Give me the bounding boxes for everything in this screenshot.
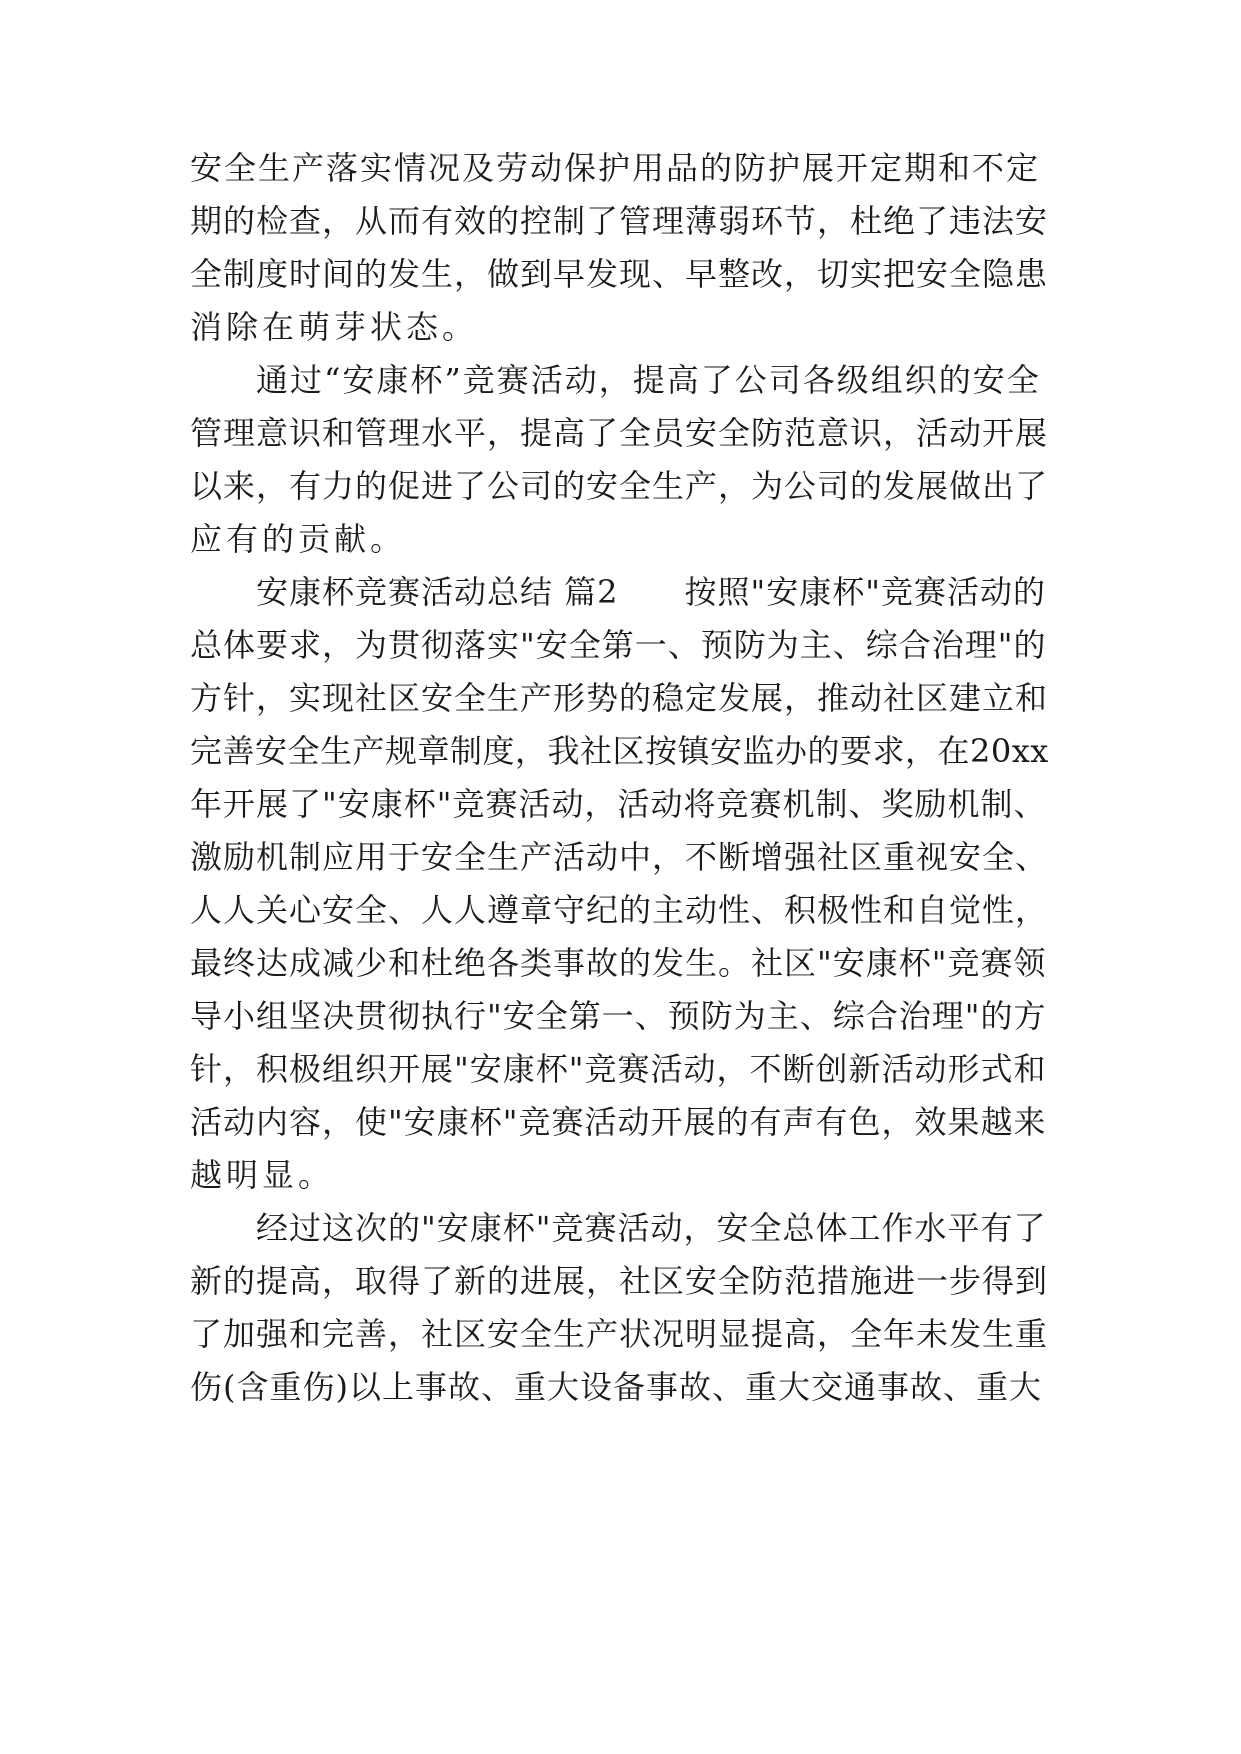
paragraph-3-line-11: 活动内容，使"安康杯"竞赛活动开展的有声有色，效果越来	[190, 1103, 1047, 1141]
paragraph-3-line-5: 年开展了"安康杯"竞赛活动，活动将竞赛机制、奖励机制、	[190, 785, 1047, 823]
paragraph-3-line-9: 导小组坚决贯彻执行"安全第一、预防为主、综合治理"的方	[190, 997, 1047, 1035]
paragraph-4-line-3: 了加强和完善，社区安全生产状况明显提高，全年未发生重	[190, 1315, 1049, 1353]
paragraph-1-line-1: 安全生产落实情况及劳动保护用品的防护展开定期和不定	[190, 149, 1041, 187]
paragraph-3-line-2: 总体要求，为贯彻落实"安全第一、预防为主、综合治理"的	[190, 626, 1047, 664]
paragraph-3-line-1: 安康杯竞赛活动总结 篇2 按照"安康杯"竞赛活动的	[256, 573, 1046, 611]
paragraph-4-line-2: 新的提高，取得了新的进展，社区安全防范措施进一步得到	[190, 1262, 1049, 1300]
paragraph-1-line-2: 期的检查，从而有效的控制了管理薄弱环节，杜绝了违法安	[190, 202, 1049, 240]
paragraph-3-line-6: 激励机制应用于安全生产活动中，不断增强社区重视安全、	[190, 838, 1049, 876]
paragraph-3-line-7: 人人关心安全、人人遵章守纪的主动性、积极性和自觉性，	[190, 891, 1049, 929]
paragraph-4-line-4: 伤(含重伤)以上事故、重大设备事故、重大交通事故、重大	[190, 1368, 1042, 1406]
paragraph-1-line-3: 全制度时间的发生，做到早发现、早整改，切实把安全隐患	[190, 255, 1049, 293]
paragraph-3-line-10: 针，积极组织开展"安康杯"竞赛活动，不断创新活动形式和	[190, 1050, 1047, 1088]
paragraph-3-line-12: 越明显。	[190, 1156, 335, 1194]
paragraph-3-line-8: 最终达成减少和杜绝各类事故的发生。社区"安康杯"竞赛领	[190, 944, 1047, 982]
paragraph-2-line-1: 通过“安康杯”竞赛活动，提高了公司各级组织的安全	[256, 361, 1041, 399]
paragraph-3-line-3: 方针，实现社区安全生产形势的稳定发展，推动社区建立和	[190, 679, 1049, 717]
paragraph-4-line-1: 经过这次的"安康杯"竞赛活动，安全总体工作水平有了	[256, 1209, 1047, 1247]
paragraph-1-line-4: 消除在萌芽状态。	[190, 308, 479, 346]
paragraph-2-line-3: 以来，有力的促进了公司的安全生产，为公司的发展做出了	[190, 467, 1049, 505]
paragraph-2-line-4: 应有的贡献。	[190, 520, 407, 558]
paragraph-2-line-2: 管理意识和管理水平，提高了全员安全防范意识，活动开展	[190, 414, 1049, 452]
paragraph-3-line-4: 完善安全生产规章制度，我社区按镇安监办的要求，在20xx	[190, 732, 1049, 770]
